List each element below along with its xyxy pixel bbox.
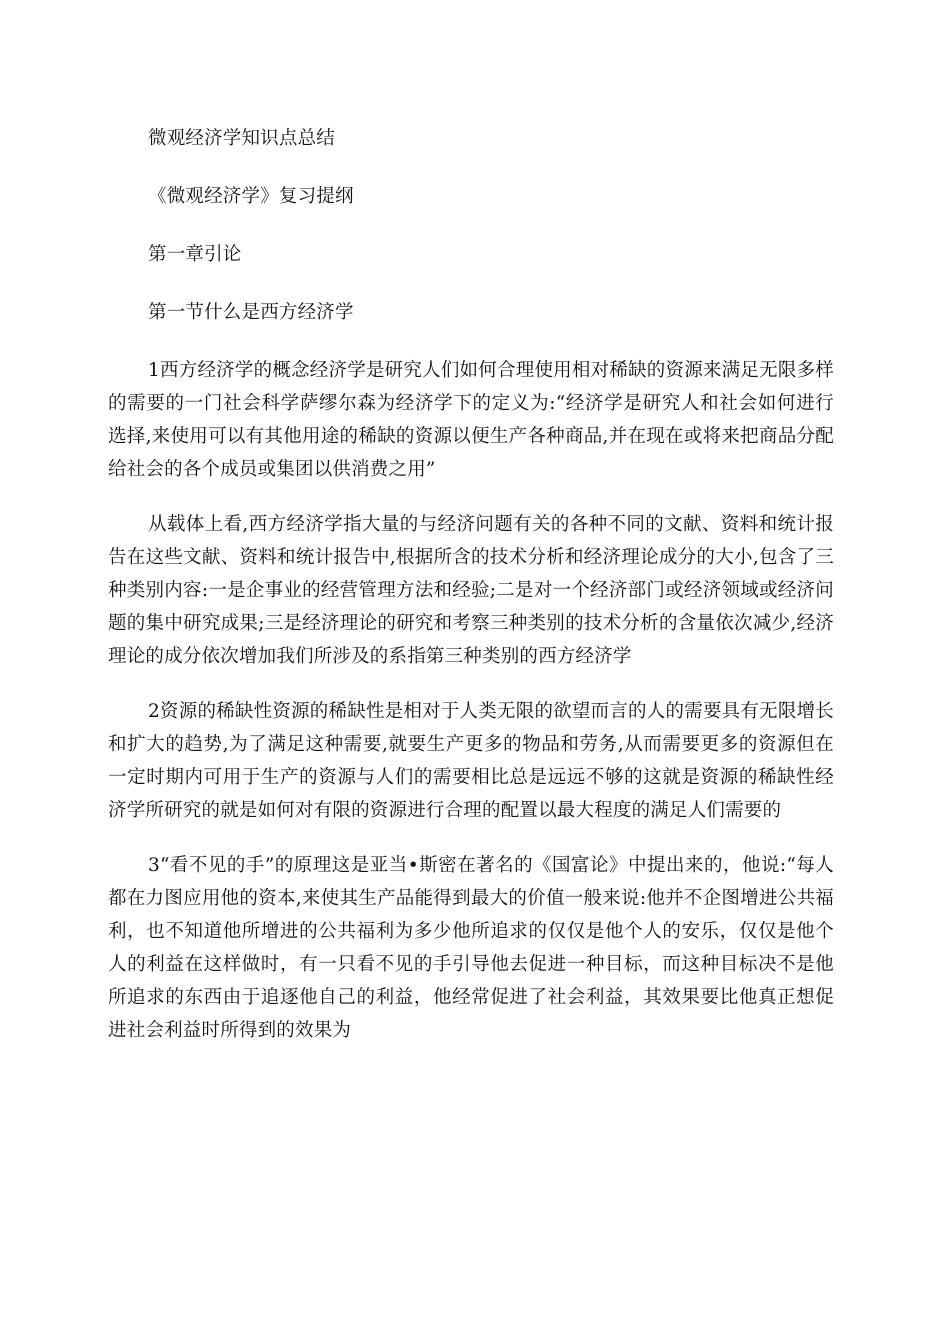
- document-title: 微观经济学知识点总结: [148, 128, 336, 149]
- paragraph-resource-scarcity: 2资源的稀缺性资源的稀缺性是相对于人类无限的欲望而言的人的需要具有无限增长和扩大的趋势,为了满足这种需要,就要生产更多的物品和劳务,从而需要更多的资源但在一定时期内可用于生产的资源与人们的需要相比总是远远不够的这就是资源的稀缺性经济学所研究的就是如何对有限的资源进行合理的配置以最大程度的满足人们需要的: [108, 701, 834, 821]
- paragraph-invisible-hand: 3“看不见的手”的原理这是亚当•斯密在著名的《国富论》中提出来的，他说:“每人都在力图应用他的资本,来使其生产品能得到最大的价值一般来说:他并不企图增进公共福利，也不知道他所增进的公共福利为多少他所追求的仅仅是他个人的安乐，仅仅是他个人的利益在这样做时，有一只看不见的手引导他去促进一种目标，而这种目标决不是他所追求的东西由于追逐他自己的利益，他经常促进了社会利益，其效果要比他真正想促进社会利益时所得到的效果为: [108, 855, 834, 1041]
- section-heading: 第一节什么是西方经济学: [148, 302, 354, 323]
- document-subtitle: 《微观经济学》复习提纲: [148, 186, 354, 207]
- paragraph-economics-definition: 1西方经济学的概念经济学是研究人们如何合理使用相对稀缺的资源来满足无限多样的需要的一门社会科学萨缪尔森为经济学下的定义为:“经济学是研究人和社会如何进行选择,来使用可以有其他用途的稀缺的资源以便生产各种商品,并在现在或将来把商品分配给社会的各个成员或集团以供消费之用”: [108, 360, 834, 480]
- chapter-heading: 第一章引论: [148, 244, 242, 265]
- document-body: [108, 122, 834, 1069]
- paragraph-carrier-view: 从载体上看,西方经济学指大量的与经济问题有关的各种不同的文献、资料和统计报告在这些文献、资料和统计报告中,根据所含的技术分析和经济理论成分的大小,包含了三种类别内容:一是企事业的经营管理方法和经验;二是对一个经济部门或经济领域或经济问题的集中研究成果;三是经济理论的研究和考察三种类别的技术分析的含量依次减少,经济理论的成分依次增加我们所涉及的系指第三种类别的西方经济学: [108, 514, 834, 667]
